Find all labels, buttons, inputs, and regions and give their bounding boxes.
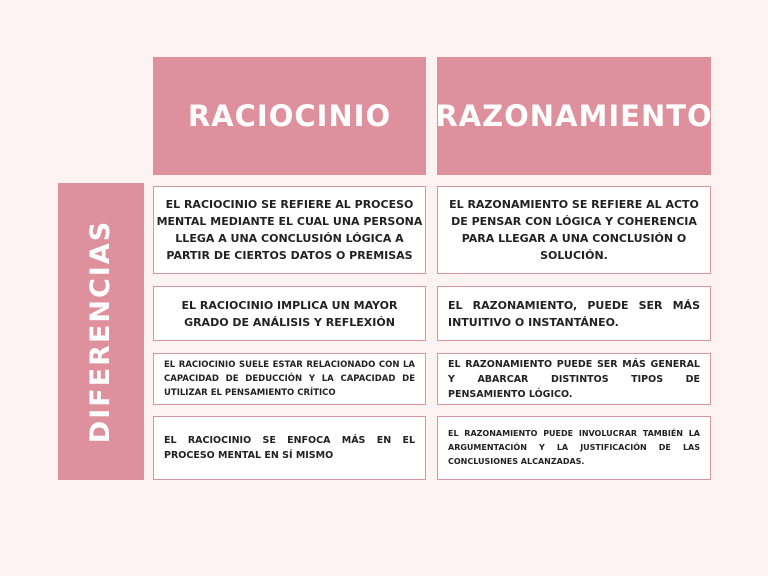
cell-raciocinio-2-text: EL RACIOCINIO IMPLICA UN MAYOR GRADO DE ANÁLISIS Y REFLEXIÓN (181, 298, 398, 329)
cell-razonamiento-2 (437, 286, 711, 341)
side-label-diferencias (58, 183, 144, 480)
cell-raciocinio-1 (153, 186, 426, 274)
cell-razonamiento-4-text: EL RAZONAMIENTO PUEDE INVOLUCRAR TAMBIÉN LA ARGUMENTACIÓN Y LA JUSTIFICACIÓN DE LAS CONCLUSIONES ALCANZADAS. (448, 429, 700, 466)
side-label-text: DIFERENCIAS (85, 219, 117, 444)
cell-razonamiento-4 (437, 416, 711, 480)
cell-raciocinio-2 (153, 286, 426, 341)
cell-raciocinio-4-text: EL RACIOCINIO SE ENFOCA MÁS EN EL PROCESO MENTAL EN SÍ MISMO (164, 435, 415, 461)
cell-raciocinio-3-text: EL RACIOCINIO SUELE ESTAR RELACIONADO CON LA CAPACIDAD DE DEDUCCIÓN Y LA CAPACIDAD DE UTILIZAR EL PENSAMIENTO CRÍTICO (164, 360, 415, 398)
cell-razonamiento-3 (437, 353, 711, 405)
cell-razonamiento-2-text: EL RAZONAMIENTO, PUEDE SER MÁS INTUITIVO O INSTANTÁNEO. (448, 298, 700, 329)
cell-raciocinio-4 (153, 416, 426, 480)
header-raciocinio: RACIOCINIO (153, 57, 426, 175)
cell-razonamiento-1 (437, 186, 711, 274)
cell-razonamiento-3-text: EL RAZONAMIENTO PUEDE SER MÁS GENERAL Y ABARCAR DISTINTOS TIPOS DE PENSAMIENTO LÓGICO. (448, 358, 700, 400)
header-razonamiento: RAZONAMIENTO (437, 57, 711, 175)
cell-raciocinio-1-text: EL RACIOCINIO SE REFIERE AL PROCESO MENTAL MEDIANTE EL CUAL UNA PERSONA LLEGA A UNA CONCLUSIÓN LÓGICA A PARTIR DE CIERTOS DATOS O PREMISAS (156, 198, 423, 262)
cell-razonamiento-1-text: EL RAZONAMIENTO SE REFIERE AL ACTO DE PENSAR CON LÓGICA Y COHERENCIA PARA LLEGAR A UNA CONCLUSIÓN O SOLUCIÓN. (449, 198, 699, 262)
cell-raciocinio-3 (153, 353, 426, 405)
